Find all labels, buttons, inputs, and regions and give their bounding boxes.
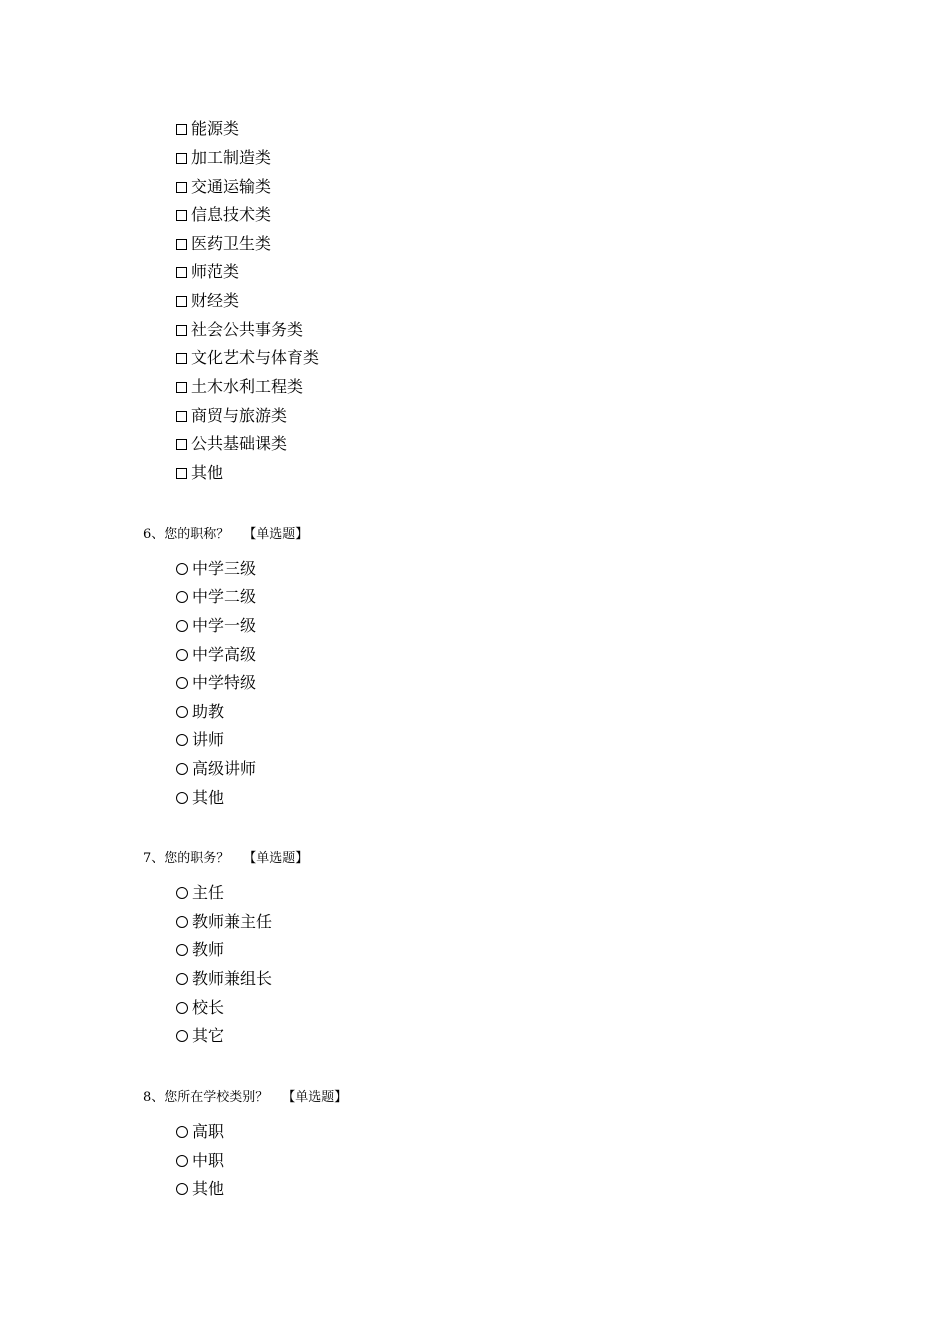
option-radio[interactable] [176, 614, 256, 638]
option-radio[interactable] [176, 757, 256, 781]
option-label: 其他 [191, 463, 224, 482]
option-label: 商贸与旅游类 [191, 406, 288, 425]
option-label: 教师 [192, 940, 225, 959]
option-label: 能源类 [191, 119, 240, 138]
option-label: 其他 [192, 788, 225, 807]
radio-icon[interactable] [176, 973, 188, 985]
option-label: 讲师 [192, 730, 225, 749]
checkbox-icon[interactable] [176, 411, 187, 422]
option-radio[interactable] [176, 881, 224, 905]
question-text: 6、您的职称？ [143, 527, 230, 542]
option-label: 中职 [192, 1151, 225, 1170]
option-label: 中学二级 [192, 587, 257, 606]
option-checkbox[interactable] [176, 432, 287, 456]
option-radio[interactable] [176, 1024, 224, 1048]
checkbox-icon[interactable] [176, 382, 187, 393]
checkbox-icon[interactable] [176, 296, 187, 307]
checkbox-icon[interactable] [176, 267, 187, 278]
radio-icon[interactable] [176, 1126, 188, 1138]
checkbox-icon[interactable] [176, 210, 187, 221]
option-radio[interactable] [176, 728, 224, 752]
question-type-tag: 【单选题】 [243, 851, 309, 866]
radio-icon[interactable] [176, 1002, 188, 1014]
radio-icon[interactable] [176, 763, 188, 775]
option-radio[interactable] [176, 671, 256, 695]
option-radio[interactable] [176, 938, 224, 962]
radio-icon[interactable] [176, 1030, 188, 1042]
checkbox-icon[interactable] [176, 239, 187, 250]
option-label: 主任 [192, 883, 225, 902]
option-label: 师范类 [191, 262, 240, 281]
radio-icon[interactable] [176, 591, 188, 603]
checkbox-icon[interactable] [176, 325, 187, 336]
option-checkbox[interactable] [176, 375, 303, 399]
option-label: 信息技术类 [191, 205, 272, 224]
radio-icon[interactable] [176, 734, 188, 746]
checkbox-icon[interactable] [176, 124, 187, 135]
option-label: 医药卫生类 [191, 234, 272, 253]
option-radio[interactable] [176, 700, 224, 724]
option-checkbox[interactable] [176, 318, 303, 342]
option-label: 助教 [192, 702, 225, 721]
option-label: 加工制造类 [191, 148, 272, 167]
radio-icon[interactable] [176, 649, 188, 661]
checkbox-icon[interactable] [176, 439, 187, 450]
question-text: 7、您的职务？ [143, 851, 230, 866]
radio-icon[interactable] [176, 563, 188, 575]
option-radio[interactable] [176, 557, 256, 581]
option-label: 财经类 [191, 291, 240, 310]
option-checkbox[interactable] [176, 232, 271, 256]
option-checkbox[interactable] [176, 289, 239, 313]
option-label: 中学高级 [192, 645, 257, 664]
option-label: 教师兼组长 [192, 969, 273, 988]
option-label: 中学特级 [192, 673, 257, 692]
radio-icon[interactable] [176, 620, 188, 632]
option-checkbox[interactable] [176, 146, 271, 170]
option-label: 高级讲师 [192, 759, 257, 778]
option-label: 其他 [192, 1179, 225, 1198]
radio-icon[interactable] [176, 677, 188, 689]
option-checkbox[interactable] [176, 461, 223, 485]
option-label: 公共基础课类 [191, 434, 288, 453]
radio-icon[interactable] [176, 706, 188, 718]
option-radio[interactable] [176, 786, 224, 810]
option-checkbox[interactable] [176, 175, 271, 199]
option-label: 土木水利工程类 [191, 377, 304, 396]
option-radio[interactable] [176, 1120, 224, 1144]
option-label: 中学一级 [192, 616, 257, 635]
option-radio[interactable] [176, 1149, 224, 1173]
option-label: 交通运输类 [191, 177, 272, 196]
option-label: 高职 [192, 1122, 225, 1141]
radio-icon[interactable] [176, 944, 188, 956]
option-label: 文化艺术与体育类 [191, 348, 320, 367]
question-title [143, 848, 308, 870]
checkbox-icon[interactable] [176, 182, 187, 193]
option-radio[interactable] [176, 910, 272, 934]
option-checkbox[interactable] [176, 203, 271, 227]
option-radio[interactable] [176, 1177, 224, 1201]
question-text: 8、您所在学校类别？ [143, 1090, 269, 1105]
option-radio[interactable] [176, 643, 256, 667]
option-label: 其它 [192, 1026, 225, 1045]
question-type-tag: 【单选题】 [282, 1090, 348, 1105]
checkbox-icon[interactable] [176, 468, 187, 479]
option-label: 社会公共事务类 [191, 320, 304, 339]
option-checkbox[interactable] [176, 346, 319, 370]
option-label: 中学三级 [192, 559, 257, 578]
question-title [143, 524, 308, 546]
option-radio[interactable] [176, 996, 224, 1020]
checkbox-icon[interactable] [176, 353, 187, 364]
option-label: 教师兼主任 [192, 912, 273, 931]
option-checkbox[interactable] [176, 404, 287, 428]
question-type-tag: 【单选题】 [243, 527, 309, 542]
option-radio[interactable] [176, 585, 256, 609]
radio-icon[interactable] [176, 887, 188, 899]
checkbox-icon[interactable] [176, 153, 187, 164]
question-title [143, 1087, 347, 1109]
option-label: 校长 [192, 998, 225, 1017]
radio-icon[interactable] [176, 916, 188, 928]
radio-icon[interactable] [176, 792, 188, 804]
radio-icon[interactable] [176, 1155, 188, 1167]
radio-icon[interactable] [176, 1183, 188, 1195]
option-checkbox[interactable] [176, 260, 239, 284]
option-checkbox[interactable] [176, 117, 239, 141]
option-radio[interactable] [176, 967, 272, 991]
